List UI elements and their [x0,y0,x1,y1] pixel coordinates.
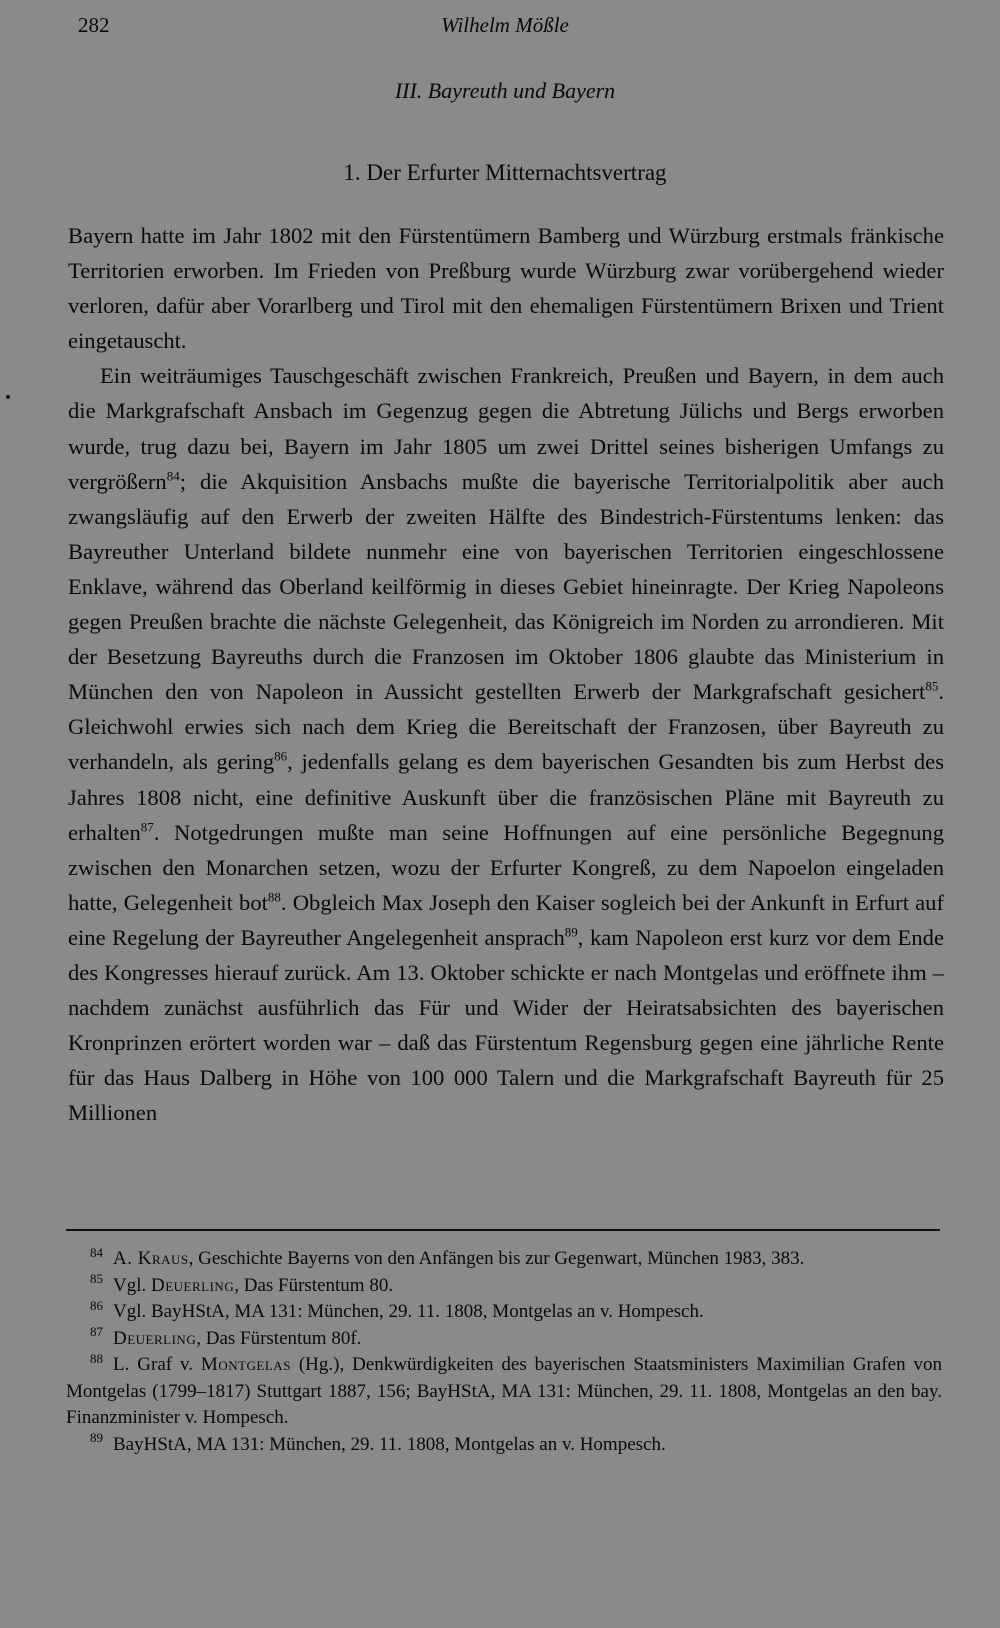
footnote-text: , Geschichte Bayerns von den Anfängen bis zur Gegenwart, München 1983, 383. [188,1248,805,1269]
margin-mark [6,395,10,399]
footnote-number: 85 [90,1271,103,1287]
running-head: Wilhelm Mößle [441,13,569,37]
body-text [68,218,944,1130]
footnote-89 [66,1432,942,1459]
footnote-87 [66,1326,942,1353]
footnote-84 [66,1246,942,1273]
footnote-ref-86[interactable]: 86 [274,748,288,764]
paragraph-2-segment: . Obgleich Max Joseph den Kaiser sogleich bei der Ankunft in Erfurt auf eine Regelung der Bayreuther Angelegenheit ansprach [68,889,944,950]
footnote-ref-87[interactable]: 87 [140,819,154,835]
footnote-number: 87 [90,1324,103,1340]
footnote-88 [66,1352,942,1432]
footnote-prefix: L. Graf v. [113,1354,201,1375]
paragraph-2-segment: ; die Akquisition Ansbachs mußte die bayerische Territorialpolitik aber auch zwangsläufig auf den Erwerb der zweiten Hälfte des Bindestrich-Fürstentums lenken: das Bayreuther Unterland bildete nunmehr eine von bayerischen Territorien eingeschlossene Enklave, während das Oberland keilförmig in dieses Gebiet hineinragte. Der Krieg Napoleons gegen Preußen brachte die nächste Gelegenheit, das Königreich im Norden zu arrondieren. Mit der Besetzung Bayreuths durch die Franzosen im Oktober 1806 glaubte das Ministerium in München den von Napoleon in Aussicht gestellten Erwerb der Markgrafschaft gesichert [68,468,944,705]
footnote-ref-89[interactable]: 89 [564,924,578,940]
footnote-86 [66,1299,942,1326]
page-number: 282 [78,13,110,37]
footnote-number: 84 [90,1244,103,1260]
footnote-prefix: Vgl. [113,1274,151,1296]
paragraph-2 [68,358,944,1130]
footnote-author: Montgelas [200,1354,291,1375]
paragraph-1: Bayern hatte im Jahr 1802 mit den Fürstentümern Bamberg und Würzburg erstmals fränkische Territorien erworben. Im Frieden von Preßburg wurde Würzburg zwar vorübergehend wieder verloren, dafür aber Vorarlberg und Tirol mit den ehemaligen Fürstentümern Brixen und Trient eingetauscht. [68,223,944,354]
footnote-number: 89 [90,1430,103,1446]
footnotes [66,1246,942,1458]
paragraph-2-segment: . Notgedrungen mußte man seine Hoffnungen auf eine persönliche Begegnung zwischen den Monarchen setzen, wozu der Erfurter Kongreß, zu dem Napoelon eingeladen hatte, Gelegenheit bot [68,819,944,915]
footnote-author: A. Kraus [113,1248,189,1269]
section-title: III. Bayreuth und Bayern [394,78,616,103]
page-header [70,13,940,43]
footnote-author: Deuerling [113,1327,197,1349]
paragraph-2-segment: Ein weiträumiges Tauschgeschäft zwischen Frankreich, Preußen und Bayern, in dem auch die Markgrafschaft Ansbach im Gegenzug gegen die Abtretung Jülichs und Bergs erworben wurde, trug dazu bei, Bayern im Jahr 1805 um zwei Drittel seines bisherigen Umfangs zu vergrößern [68,363,944,494]
footnote-number: 88 [90,1350,103,1366]
footnote-author: Deuerling [151,1274,235,1296]
paragraph-2-segment: , jedenfalls gelang es dem bayerischen Gesandten bis zum Herbst des Jahres 1808 nicht, eine definitive Auskunft über die französischen Pläne mit Bayreuth zu erhalten [68,749,944,845]
paragraph-2-segment: , kam Napoleon erst kurz vor dem Ende des Kongresses hierauf zurück. Am 13. Oktober schickte er nach Montgelas und eröffnete ihm – nachdem zunächst ausführlich das Für und Wider der Heiratsabsichten des bayerischen Kronprinzen erörtert worden war – daß das Fürstentum Regensburg gegen eine jährliche Rente für das Haus Dalberg in Höhe von 100 000 Talern und die Markgrafschaft Bayreuth für 25 Millionen [68,924,944,1126]
paragraph-2-segment: . Gleichwohl erwies sich nach dem Krieg die Bereitschaft der Franzosen, über Bayreuth zu verhandeln, als gering [68,679,944,775]
footnote-text: , Das Fürstentum 80. [234,1274,394,1296]
footnote-text: BayHStA, MA 131: München, 29. 11. 1808, Montgelas an v. Hompesch. [113,1433,666,1455]
footnote-number: 86 [90,1297,103,1313]
footnote-ref-88[interactable]: 88 [267,889,281,905]
subsection-title: 1. Der Erfurter Mitternachtsvertrag [343,160,667,185]
footnote-text: Vgl. BayHStA, MA 131: München, 29. 11. 1808, Montgelas an v. Hompesch. [113,1301,704,1322]
footnote-text: , Das Fürstentum 80f. [196,1327,362,1349]
footnote-text: (Hg.), Denkwürdigkeiten des bayerischen Staatsministers Maximilian Grafen von Montgelas (1799–1817) Stuttgart 1887, 156; BayHStA, MA 131: München, 29. 11. 1808, Montgelas an den bay. Finanzminister v. Hompesch. [66,1354,942,1428]
footnote-ref-84[interactable]: 84 [166,468,180,484]
footnote-divider [66,1229,940,1231]
footnote-ref-85[interactable]: 85 [925,678,939,694]
footnote-85 [66,1273,942,1300]
